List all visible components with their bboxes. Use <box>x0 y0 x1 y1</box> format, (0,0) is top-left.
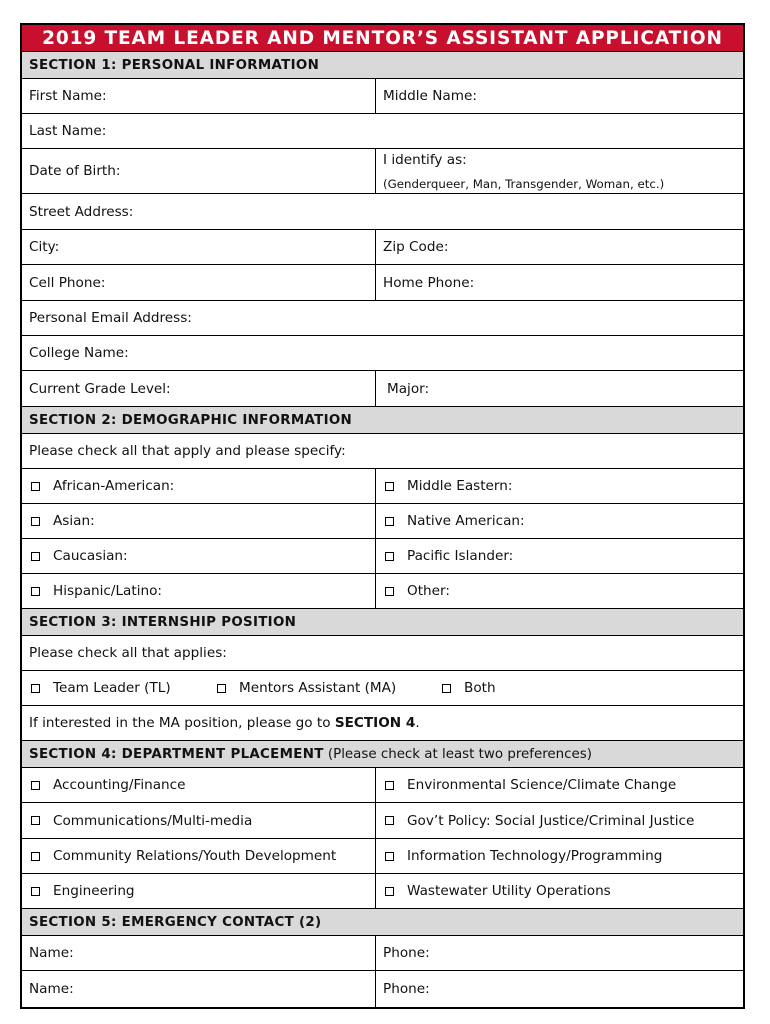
option-label: Other: <box>407 583 450 599</box>
department-row <box>22 839 743 874</box>
last-name-field[interactable] <box>22 114 743 148</box>
name-label: Name: <box>29 981 74 997</box>
phone-row <box>22 265 743 301</box>
option-label: Accounting/Finance <box>53 777 186 793</box>
college-field[interactable] <box>22 336 743 370</box>
option-label: Asian: <box>53 513 95 529</box>
checkbox-icon[interactable] <box>31 482 40 491</box>
checkbox-icon[interactable] <box>31 684 40 693</box>
checkbox-govt-policy[interactable] <box>376 803 743 838</box>
college-label: College Name: <box>29 345 129 361</box>
college-row <box>22 336 743 371</box>
checkbox-african-american[interactable] <box>22 469 376 503</box>
option-label: Engineering <box>53 883 135 899</box>
checkbox-icon[interactable] <box>385 852 394 861</box>
email-label: Personal Email Address: <box>29 310 192 326</box>
demographic-row <box>22 504 743 539</box>
checkbox-icon[interactable] <box>442 684 451 693</box>
dob-field[interactable] <box>22 149 376 193</box>
section-4-note: (Please check at least two preferences) <box>323 747 592 762</box>
checkbox-mentors-assistant[interactable] <box>215 680 440 696</box>
option-label: Mentors Assistant (MA) <box>239 680 397 696</box>
first-name-label: First Name: <box>29 88 107 104</box>
checkbox-icon[interactable] <box>385 887 394 896</box>
zip-field[interactable] <box>376 230 743 264</box>
checkbox-icon[interactable] <box>31 852 40 861</box>
emergency-phone-1-field[interactable] <box>376 936 743 970</box>
checkbox-icon[interactable] <box>31 816 40 825</box>
internship-options-row <box>22 671 743 706</box>
checkbox-environmental-science[interactable] <box>376 768 743 802</box>
email-field[interactable] <box>22 301 743 335</box>
checkbox-both[interactable] <box>440 680 496 696</box>
checkbox-icon[interactable] <box>31 517 40 526</box>
option-label: African-American: <box>53 478 175 494</box>
checkbox-native-american[interactable] <box>376 504 743 538</box>
home-phone-label: Home Phone: <box>383 274 475 291</box>
option-label: Pacific Islander: <box>407 548 514 564</box>
last-name-row <box>22 114 743 149</box>
ma-note-period: . <box>415 715 420 731</box>
section-3-header <box>22 609 743 636</box>
demographic-row <box>22 539 743 574</box>
cell-phone-label: Cell Phone: <box>29 274 106 291</box>
emergency-contact-row <box>22 936 743 971</box>
checkbox-community-relations[interactable] <box>22 839 376 873</box>
street-row <box>22 194 743 230</box>
option-label: Team Leader (TL) <box>53 680 171 696</box>
emergency-phone-2-field[interactable] <box>376 971 743 1007</box>
internship-instruction-row <box>22 636 743 671</box>
checkbox-accounting-finance[interactable] <box>22 768 376 802</box>
checkbox-caucasian[interactable] <box>22 539 376 573</box>
emergency-name-2-field[interactable] <box>22 971 376 1007</box>
first-name-field[interactable] <box>22 79 376 113</box>
section-4-header <box>22 741 743 768</box>
identify-label: I identify as: <box>383 151 467 168</box>
checkbox-icon[interactable] <box>385 552 394 561</box>
section-5-header <box>22 909 743 936</box>
checkbox-other[interactable] <box>376 574 743 608</box>
major-field[interactable] <box>376 371 743 406</box>
checkbox-wastewater[interactable] <box>376 874 743 908</box>
department-row <box>22 874 743 909</box>
checkbox-icon[interactable] <box>31 587 40 596</box>
identify-hint: (Genderqueer, Man, Transgender, Woman, etc.) <box>383 176 665 191</box>
checkbox-pacific-islander[interactable] <box>376 539 743 573</box>
option-label: Hispanic/Latino: <box>53 583 163 599</box>
internship-instruction: Please check all that applies: <box>29 645 227 661</box>
checkbox-icon[interactable] <box>385 587 394 596</box>
section-5-title: SECTION 5: EMERGENCY CONTACT (2) <box>29 915 322 930</box>
name-label: Name: <box>29 945 74 961</box>
option-label: Communications/Multi-media <box>53 812 253 829</box>
ma-note-text: If interested in the MA position, please go to <box>29 715 335 731</box>
option-label: Gov’t Policy: Social Justice/Criminal Justice <box>407 812 695 829</box>
checkbox-asian[interactable] <box>22 504 376 538</box>
checkbox-team-leader[interactable] <box>29 680 215 696</box>
identify-field[interactable] <box>376 149 743 193</box>
checkbox-icon[interactable] <box>385 781 394 790</box>
street-address-label: Street Address: <box>29 203 134 220</box>
checkbox-icon[interactable] <box>31 552 40 561</box>
home-phone-field[interactable] <box>376 265 743 300</box>
demographic-instruction-row <box>22 434 743 469</box>
phone-label: Phone: <box>383 945 430 961</box>
grade-label: Current Grade Level: <box>29 380 171 397</box>
major-label: Major: <box>387 380 430 397</box>
ma-note-section-ref: SECTION 4 <box>334 715 416 731</box>
option-label: Native American: <box>407 513 525 529</box>
phone-label: Phone: <box>383 981 430 997</box>
section-4-title: SECTION 4: DEPARTMENT PLACEMENT <box>29 747 324 762</box>
checkbox-engineering[interactable] <box>22 874 376 908</box>
option-label: Caucasian: <box>53 548 128 564</box>
section-1-title: SECTION 1: PERSONAL INFORMATION <box>29 58 320 73</box>
application-form <box>20 23 745 1009</box>
section-2-title: SECTION 2: DEMOGRAPHIC INFORMATION <box>29 413 353 428</box>
demographic-row <box>22 469 743 504</box>
demographic-instruction: Please check all that apply and please specify: <box>29 443 346 459</box>
option-label: Middle Eastern: <box>407 478 513 494</box>
last-name-label: Last Name: <box>29 123 107 139</box>
middle-name-field[interactable] <box>376 79 743 113</box>
city-label: City: <box>29 239 60 255</box>
checkbox-icon[interactable] <box>31 887 40 896</box>
middle-name-label: Middle Name: <box>383 88 477 104</box>
email-row <box>22 301 743 336</box>
emergency-name-1-field[interactable] <box>22 936 376 970</box>
cell-phone-field[interactable] <box>22 265 376 300</box>
department-row <box>22 768 743 803</box>
option-label: Environmental Science/Climate Change <box>407 777 677 793</box>
checkbox-icon[interactable] <box>385 816 394 825</box>
internship-options <box>22 671 743 705</box>
city-field[interactable] <box>22 230 376 264</box>
dob-row <box>22 149 743 194</box>
checkbox-icon[interactable] <box>31 781 40 790</box>
option-label: Wastewater Utility Operations <box>407 883 611 899</box>
grade-row <box>22 371 743 407</box>
option-label: Information Technology/Programming <box>407 848 663 864</box>
street-address-field[interactable] <box>22 194 743 229</box>
section-1-header <box>22 52 743 79</box>
option-label: Community Relations/Youth Development <box>53 848 337 864</box>
checkbox-communications[interactable] <box>22 803 376 838</box>
grade-field[interactable] <box>22 371 376 406</box>
checkbox-information-technology[interactable] <box>376 839 743 873</box>
name-row <box>22 79 743 114</box>
section-2-header <box>22 407 743 434</box>
ma-note-row <box>22 706 743 741</box>
checkbox-icon[interactable] <box>385 517 394 526</box>
ma-note <box>22 706 743 740</box>
city-row <box>22 230 743 265</box>
checkbox-hispanic-latino[interactable] <box>22 574 376 608</box>
checkbox-middle-eastern[interactable] <box>376 469 743 503</box>
demographic-row <box>22 574 743 609</box>
zip-label: Zip Code: <box>383 239 449 255</box>
section-3-title: SECTION 3: INTERNSHIP POSITION <box>29 615 297 630</box>
department-row <box>22 803 743 839</box>
checkbox-icon[interactable] <box>385 482 394 491</box>
option-label: Both <box>464 680 496 696</box>
emergency-contact-row <box>22 971 743 1007</box>
checkbox-icon[interactable] <box>217 684 226 693</box>
dob-label: Date of Birth: <box>29 163 121 179</box>
form-title: 2019 TEAM LEADER AND MENTOR’S ASSISTANT APPLICATION <box>22 25 743 52</box>
